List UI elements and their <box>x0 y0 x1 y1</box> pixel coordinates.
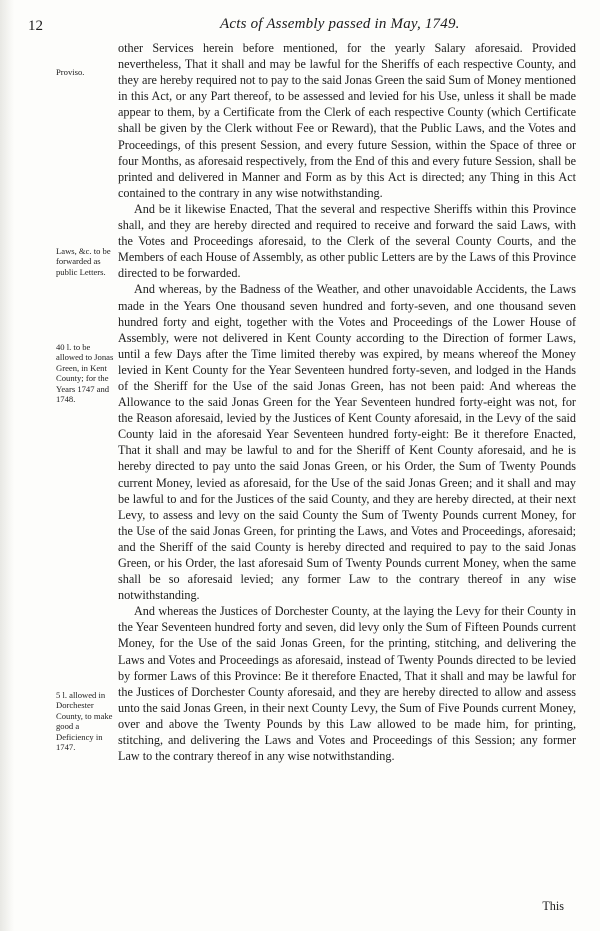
paragraph-kent-county: And whereas, by the Badness of the Weather, and other unavoidable Accidents, the Laws made in the Years One thousand seven hundred and forty-seven, and one thousand seven hundred forty and eight, together with the Votes and Proceedings of the Lower House of Assembly, were not delivered in Kent County according to the Direction of former Laws, until a few Days after the Time limited thereby was expired, by means whereof the Money levied in Kent County for the Year Seventeen hundred forty-seven, and lodged in the Hands of the Sheriff for the Use of the said Jonas Green, has not been paid: And whereas the Allowance to the said Jonas Green for the Year Seventeen hundred forty-eight was not, for the Reason aforesaid, levied by the Justices of Kent County aforesaid, in the Levy of the said County laid in the aforesaid Year Seventeen hundred forty-eight: Be it therefore Enacted, That it shall and may be lawful to and for the Sheriff of Kent County aforesaid, and he is hereby directed to pay unto the said Jonas Green, or his Order, the Sum of Twenty Pounds current Money, levied as aforesaid, for the Use of the said Jonas Green; and it shall and may be lawful to and for the Justices of the said County, and they are hereby directed, at their next Levy, to assess and levy on the said County the Sum of Twenty Pounds current Money, for the Use of the said Jonas Green, for printing the Laws, and Votes and Proceedings, aforesaid; and the Sheriff of the said County is hereby directed and required to pay to the said Jonas Green, or his Order, the last aforesaid Sum of Twenty Pounds current Money, when the same shall be so aforesaid levied; any former Law to the contrary thereof in any wise notwithstanding. <box>118 282 576 603</box>
paragraph-dorchester-county: And whereas the Justices of Dorchester County, at the laying the Levy for their County in the Year Seventeen hundred forty and seven, did levy only the Sum of Fifteen Pounds current Money, for the Use of the said Jonas Green, for the printing, stitching, and delivering the Laws and Votes and Proceedings as aforesaid, instead of Twenty Pounds directed to be levied by former Laws of this Province: Be it therefore Enacted, That it shall and may be lawful for the Justices of Dorchester County aforesaid, and they are hereby directed to allow and assess unto the said Jonas Green, in their next County Levy, the Sum of Five Pounds current Money, over and above the Twenty Pounds by this Law allowed to be made him, for printing, stitching, and delivering the Laws and Votes and Proceedings of this Session; any former Law to the contrary thereof in any wise notwithstanding. <box>118 604 576 764</box>
sidenote-proviso: Proviso. <box>56 67 85 77</box>
running-head: Acts of Assembly passed in May, 1749. <box>220 16 460 32</box>
binding-edge <box>0 0 14 931</box>
page-header <box>0 0 600 40</box>
sidenote-kent-allowance: 40 l. to be allowed to Jonas Green, in Kent County; for the Years 1747 and 1748. <box>56 342 114 405</box>
sidenote-dorchester-allowance: 5 l. allowed in Dorchester County, to make good a Deficiency in 1747. <box>56 690 113 753</box>
paragraph-proviso: other Services herein before mentioned, for the yearly Salary aforesaid. Provided nevertheless, That it shall and may be lawful for the Sheriffs of each respective County, and they are hereby required not to pay to the said Jonas Green the said Sum of Money mentioned in this Act, or any Part thereof, to be assessed and levied for his Use, unless it shall be made appear to them, by a Certificate from the Clerk of each respective County (which Certificate shall be given by the Clerk without Fee or Reward), that the Public Laws, and the Votes and Proceedings, of this present Session, and every future Session, within the Space of three or four Months, as aforesaid respectively, from the End of this and every future Session, shall be printed and delivered in Manner and Form as by this Act is directed; any Thing in this Act contained to the contrary in any wise notwithstanding. <box>118 41 576 200</box>
body-text <box>118 40 576 764</box>
paragraph-forwarding: And be it likewise Enacted, That the several and respective Sheriffs within this Province shall, and they are hereby directed and required to receive and forward the said Laws, with the Votes and Proceedings aforesaid, to the Clerk of the several County Courts, and the Members of each House of Assembly, as other public Letters are by the Laws of this Province directed to be forwarded. <box>118 201 576 281</box>
page-number: 12 <box>28 18 43 34</box>
catchword: This <box>542 899 564 913</box>
sidenote-laws-forwarded: Laws, &c. to be forwarded as public Letters. <box>56 246 111 277</box>
